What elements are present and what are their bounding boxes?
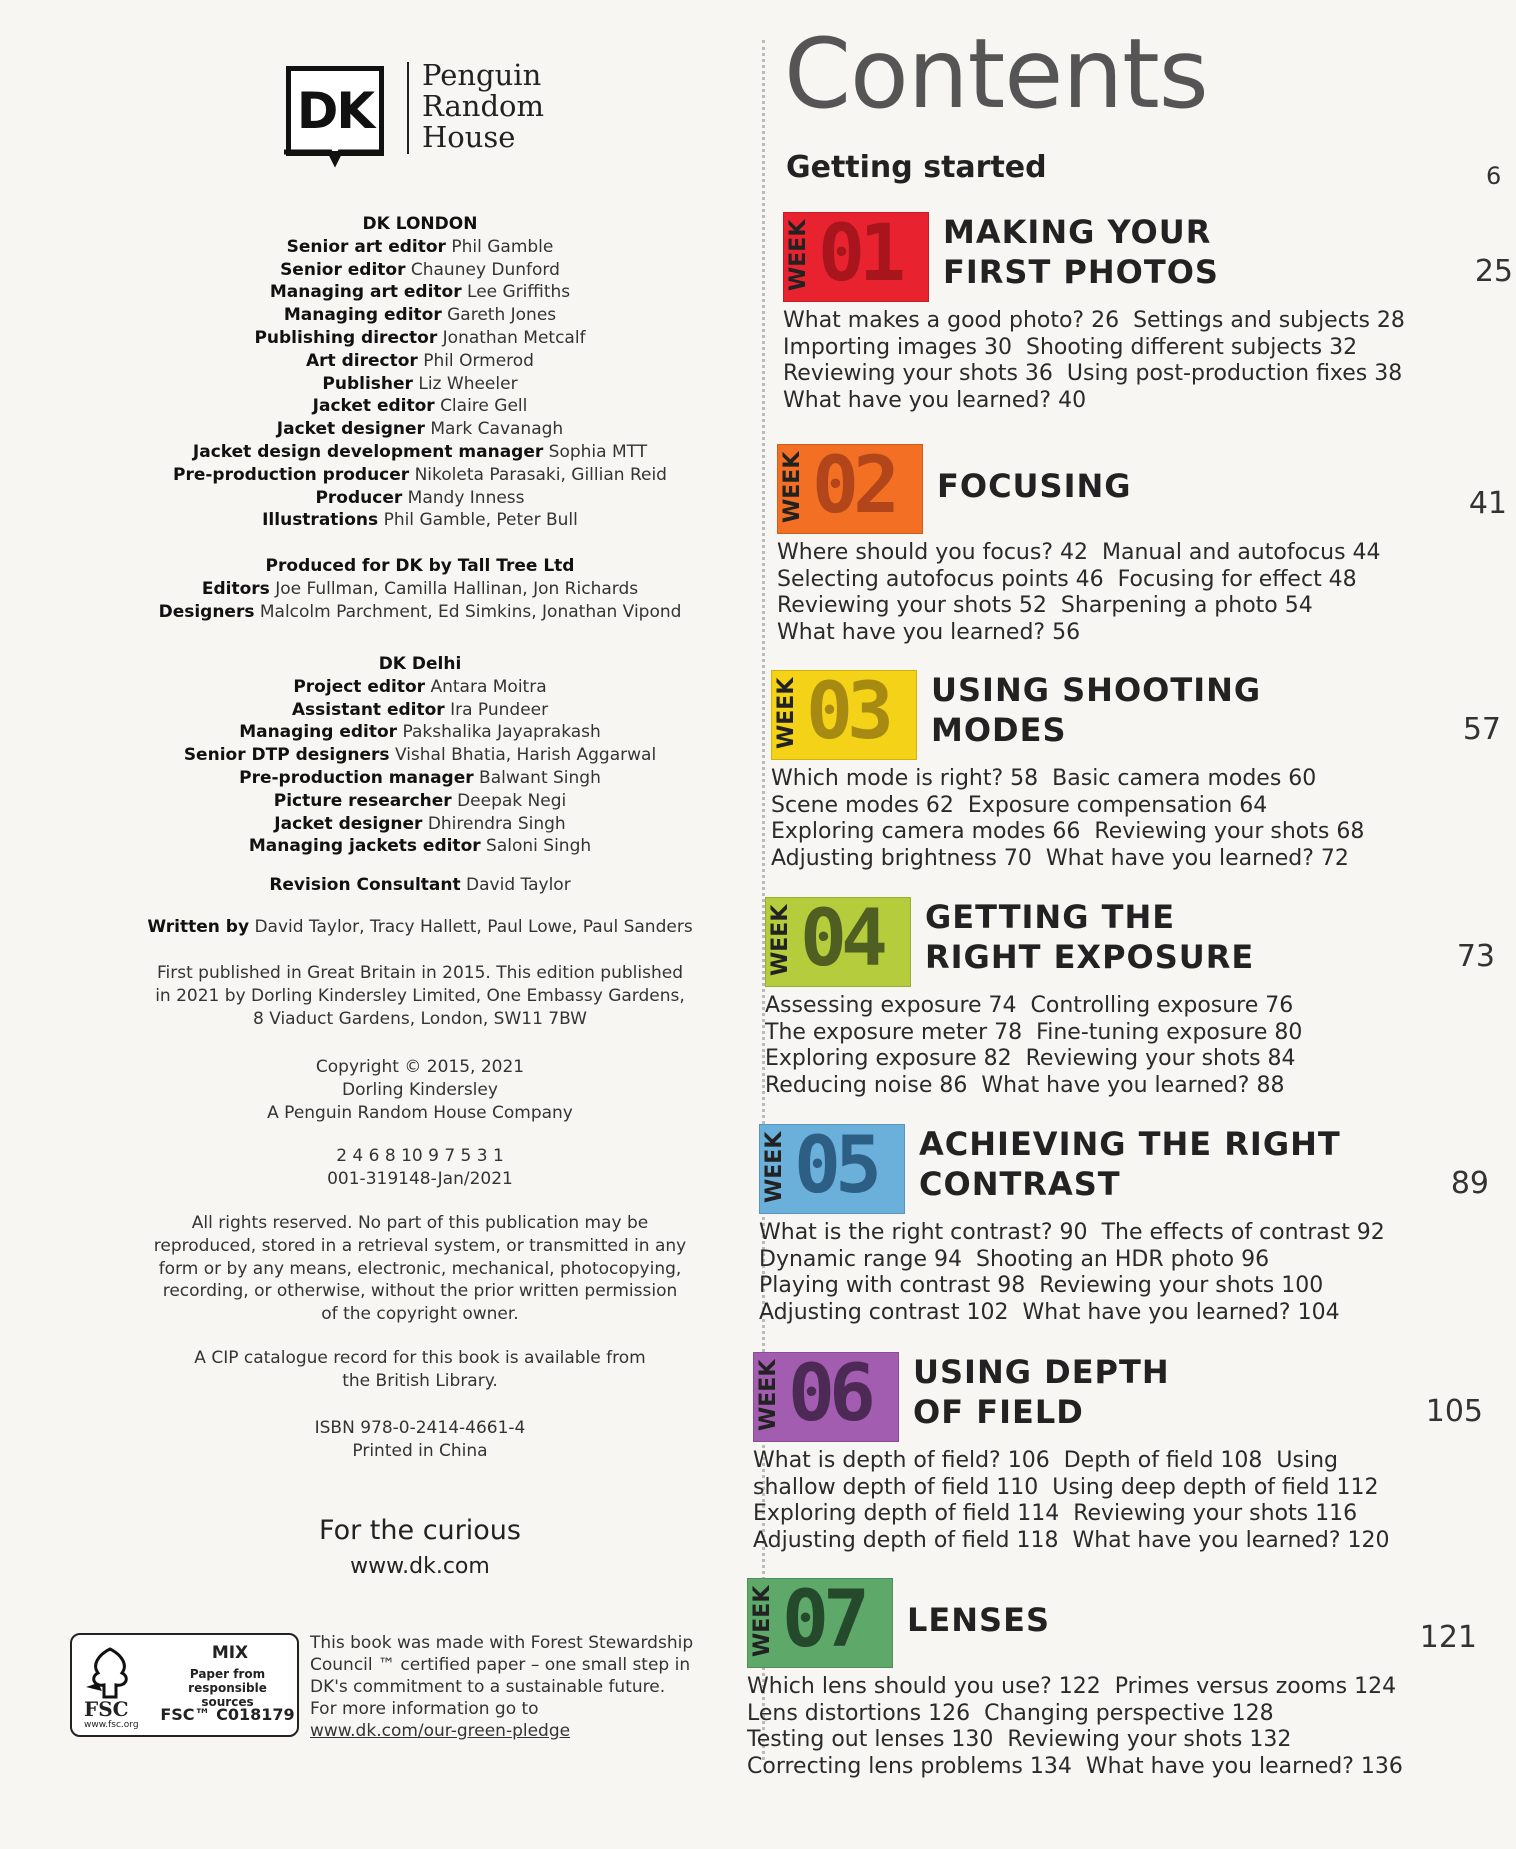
revision-credit: Revision Consultant David Taylor xyxy=(269,875,571,895)
written-by-credit: Written by David Taylor, Tracy Hallett, Paul Lowe, Paul Sanders xyxy=(147,917,693,937)
topic-line xyxy=(777,540,1437,567)
topic-line xyxy=(747,1674,1407,1701)
topic-line xyxy=(783,308,1443,335)
topic-item[interactable]: Shooting an HDR photo 96 xyxy=(975,1246,1270,1272)
topic-item[interactable]: Correcting lens problems 134 xyxy=(747,1753,1072,1779)
green-pledge-note: This book was made with Forest Stewardship Council ™ certified paper – one small step in DK's commitment to a sustainable future. For more information go to www.dk.com/our-green-pledge xyxy=(310,1633,694,1741)
credit-line: Senior art editor Phil Gamble xyxy=(286,236,554,257)
topic-item[interactable]: What have you learned? 104 xyxy=(1022,1299,1340,1325)
prh-line: Random xyxy=(422,89,544,123)
credit-line: Managing editor Gareth Jones xyxy=(283,305,557,326)
topic-line xyxy=(759,1247,1419,1274)
week-page-number: 41 xyxy=(1468,486,1507,521)
week-page-number: 57 xyxy=(1462,712,1501,747)
credit-line: Managing jackets editor Saloni Singh xyxy=(248,836,592,857)
topic-line xyxy=(777,593,1437,620)
week-badge xyxy=(771,667,917,760)
topic-line xyxy=(765,993,1425,1020)
week-title xyxy=(925,897,1254,977)
topic-item[interactable]: What have you learned? 136 xyxy=(1085,1753,1403,1779)
topic-item[interactable]: Importing images 30 xyxy=(783,334,1013,360)
fsc-label xyxy=(70,1633,299,1737)
fsc-paper: Paper from responsible sources xyxy=(188,1667,267,1709)
credit-line: Art director Phil Ormerod xyxy=(306,350,534,371)
topic-line xyxy=(753,1501,1413,1528)
week-badge xyxy=(783,209,929,302)
week-number: 05 xyxy=(794,1121,876,1211)
week-badge xyxy=(747,1575,893,1668)
topic-item[interactable]: Reducing noise 86 xyxy=(765,1072,968,1098)
topic-line xyxy=(783,361,1443,388)
week-number: 06 xyxy=(788,1349,870,1439)
week-topics xyxy=(765,993,1425,1099)
topic-item[interactable]: What is the right contrast? 90 xyxy=(759,1220,1088,1245)
contents-title: Contents xyxy=(784,18,1208,130)
dk-london-credits xyxy=(120,213,720,532)
week-topics xyxy=(753,1448,1413,1554)
week-badge xyxy=(753,1349,899,1442)
topic-item[interactable]: What have you learned? 72 xyxy=(1045,845,1349,871)
green-pledge-link[interactable]: www.dk.com/our-green-pledge xyxy=(310,1721,571,1741)
topic-item[interactable]: Reviewing your shots 36 xyxy=(783,361,1053,386)
credit-line: Publishing director Jonathan Metcalf xyxy=(254,327,586,348)
credit-line: Designers Malcolm Parchment, Ed Simkins, Jonathan Vipond xyxy=(158,601,682,622)
topic-line xyxy=(765,1046,1425,1073)
topic-line xyxy=(765,1020,1425,1047)
topic-item[interactable]: Basic camera modes 60 xyxy=(1052,766,1317,791)
dk-logo-text: DK xyxy=(286,66,384,156)
week-number: 07 xyxy=(782,1575,864,1665)
week-title-line: MAKING YOUR xyxy=(943,213,1212,251)
topic-item[interactable]: What have you learned? 120 xyxy=(1072,1527,1390,1553)
week-number: 04 xyxy=(800,894,882,984)
week-badge xyxy=(777,441,923,534)
week-entry[interactable] xyxy=(747,1575,1477,1788)
topic-item[interactable]: Exploring camera modes 66 xyxy=(771,819,1081,844)
print-codes: 2 4 6 8 10 9 7 5 3 1 001-319148-Jan/2021 xyxy=(327,1146,513,1189)
topic-line xyxy=(759,1300,1419,1327)
credit-line: Project editor Antara Moitra xyxy=(293,676,547,697)
topic-item[interactable]: Reviewing your shots 132 xyxy=(1007,1727,1292,1752)
topic-item[interactable]: Playing with contrast 98 xyxy=(759,1273,1026,1298)
week-title-line: MODES xyxy=(931,711,1067,749)
isbn-note: ISBN 978-0-2414-4661-4 Printed in China xyxy=(314,1418,526,1461)
topic-item[interactable]: Depth of field 108 xyxy=(1063,1448,1263,1473)
week-page-number: 89 xyxy=(1450,1166,1489,1201)
topic-line xyxy=(783,335,1443,362)
topic-item[interactable]: The effects of contrast 92 xyxy=(1101,1220,1385,1245)
rights-note: All rights reserved. No part of this publication may be reproduced, stored in a retrieval system, or transmitted in any form or by any means, electronic, mechanical, photocopying, recording, or otherwise, without the prior written permission of the copyright owner. xyxy=(153,1213,687,1325)
topic-item[interactable]: Adjusting contrast 102 xyxy=(759,1299,1009,1325)
prh-line: House xyxy=(422,120,516,154)
topic-line xyxy=(759,1273,1419,1300)
week-title xyxy=(943,212,1219,292)
week-title-line: OF FIELD xyxy=(913,1393,1084,1431)
credit-line: Jacket designer Dhirendra Singh xyxy=(274,813,566,834)
topic-item[interactable]: Adjusting brightness 70 xyxy=(771,845,1032,871)
credit-line: Editors Joe Fullman, Camilla Hallinan, Jon Richards xyxy=(201,578,639,599)
week-entry[interactable] xyxy=(765,894,1495,1107)
topic-item[interactable]: Changing perspective 128 xyxy=(984,1700,1274,1726)
topic-item[interactable]: Exploring exposure 82 xyxy=(765,1046,1012,1071)
week-page-number: 25 xyxy=(1474,254,1513,289)
topic-item[interactable]: Using xyxy=(1276,1448,1338,1473)
topic-item[interactable]: What is depth of field? 106 xyxy=(753,1448,1050,1473)
dk-delhi-credits xyxy=(120,653,720,858)
credit-line: Managing editor Pakshalika Jayaprakash xyxy=(239,722,601,743)
first-published-note: First published in Great Britain in 2015. This edition published in 2021 by Dorling Kindersley Limited, One Embassy Gardens, 8 Viaduct Gardens, London, SW11 7BW xyxy=(155,963,685,1029)
penguin-random-house-wordmark xyxy=(422,60,544,153)
week-title xyxy=(937,466,1132,506)
fsc-code: FSC™ C018179 xyxy=(160,1705,295,1724)
week-title xyxy=(919,1124,1341,1204)
topic-item[interactable]: Testing out lenses 130 xyxy=(747,1727,994,1752)
topic-line xyxy=(771,819,1431,846)
topic-item[interactable]: Primes versus zooms 124 xyxy=(1114,1674,1397,1699)
topic-line xyxy=(771,846,1431,873)
topic-line xyxy=(759,1220,1419,1247)
week-badge xyxy=(759,1121,905,1214)
credit-line: Pre-production producer Nikoleta Parasaki, Gillian Reid xyxy=(173,464,667,485)
topic-item[interactable]: What makes a good photo? 26 xyxy=(783,308,1120,333)
website-link[interactable]: www.dk.com xyxy=(350,1554,490,1579)
week-label: WEEK xyxy=(750,1585,775,1657)
topic-item[interactable]: Which lens should you use? 122 xyxy=(747,1674,1101,1699)
week-page-number: 121 xyxy=(1419,1620,1477,1655)
week-label: WEEK xyxy=(756,1359,781,1431)
credit-line: Jacket designer Mark Cavanagh xyxy=(276,419,564,440)
topic-line xyxy=(747,1727,1407,1754)
topic-item[interactable]: What have you learned? 56 xyxy=(777,619,1081,645)
topic-item[interactable]: Controlling exposure 76 xyxy=(1030,993,1294,1018)
topic-item[interactable]: Reviewing your shots 68 xyxy=(1094,819,1365,844)
logo-divider xyxy=(407,62,409,154)
week-topics xyxy=(777,540,1437,646)
topic-line xyxy=(777,567,1437,594)
week-entry[interactable] xyxy=(753,1349,1483,1562)
week-number: 03 xyxy=(806,667,888,757)
week-badge xyxy=(765,894,911,987)
topic-item[interactable]: Shooting different subjects 32 xyxy=(1026,334,1358,360)
topic-item[interactable]: Selecting autofocus points 46 xyxy=(777,566,1104,592)
topic-item[interactable]: What have you learned? 40 xyxy=(783,387,1087,413)
credit-line: Illustrations Phil Gamble, Peter Bull xyxy=(262,510,578,531)
topic-item[interactable]: shallow depth of field 110 xyxy=(753,1474,1039,1500)
topic-item[interactable]: Adjusting depth of field 118 xyxy=(753,1527,1059,1553)
week-title-line: ACHIEVING THE RIGHT xyxy=(919,1125,1341,1163)
week-topics xyxy=(771,766,1431,872)
week-entry[interactable] xyxy=(783,209,1513,422)
topic-line xyxy=(765,1073,1425,1100)
topic-item[interactable]: Focusing for effect 48 xyxy=(1117,566,1357,592)
fsc-url: www.fsc.org xyxy=(84,1720,139,1730)
getting-started-page: 6 xyxy=(1486,162,1502,190)
section-heading: DK LONDON xyxy=(362,214,478,234)
credit-line: Picture researcher Deepak Negi xyxy=(273,790,567,811)
credit-line: Senior editor Chauney Dunford xyxy=(280,259,560,280)
week-label: WEEK xyxy=(786,219,811,291)
topic-item[interactable]: Reviewing your shots 84 xyxy=(1025,1046,1296,1071)
fsc-mix: MIX xyxy=(211,1643,249,1663)
week-title-line: FOCUSING xyxy=(937,467,1132,505)
topic-line xyxy=(771,766,1431,793)
topic-line xyxy=(777,620,1437,647)
tall-tree-credits xyxy=(120,555,720,623)
dk-book-icon xyxy=(280,66,390,162)
prh-line: Penguin xyxy=(422,58,542,92)
getting-started-label: Getting started xyxy=(786,150,1047,185)
section-heading: DK Delhi xyxy=(378,654,462,674)
week-label: WEEK xyxy=(780,451,805,523)
week-entry[interactable] xyxy=(759,1121,1489,1334)
week-topics xyxy=(759,1220,1419,1326)
topic-item[interactable]: Fine-tuning exposure 80 xyxy=(1036,1019,1303,1045)
week-number: 01 xyxy=(818,209,900,299)
cip-note: A CIP catalogue record for this book is available from the British Library. xyxy=(194,1348,646,1391)
topic-item[interactable]: Lens distortions 126 xyxy=(747,1700,971,1726)
topic-item[interactable]: Reviewing your shots 52 xyxy=(777,593,1047,618)
topic-line xyxy=(753,1448,1413,1475)
topic-item[interactable]: Exploring depth of field 114 xyxy=(753,1501,1060,1526)
topic-item[interactable]: Assessing exposure 74 xyxy=(765,993,1017,1018)
credit-line: Pre-production manager Balwant Singh xyxy=(239,767,601,788)
topic-item[interactable]: Where should you focus? 42 xyxy=(777,540,1088,565)
topic-item[interactable]: Scene modes 62 xyxy=(771,792,954,818)
credit-line: Managing art editor Lee Griffiths xyxy=(269,282,571,303)
topic-item[interactable]: What have you learned? 88 xyxy=(981,1072,1285,1098)
week-title xyxy=(907,1600,1050,1640)
copyright-note: Copyright © 2015, 2021 Dorling Kindersley A Penguin Random House Company xyxy=(267,1057,573,1123)
topic-item[interactable]: Settings and subjects 28 xyxy=(1133,308,1405,333)
topic-item[interactable]: The exposure meter 78 xyxy=(765,1019,1023,1045)
topic-item[interactable]: Sharpening a photo 54 xyxy=(1060,593,1313,618)
topic-line xyxy=(747,1754,1407,1781)
publisher-logo xyxy=(280,58,600,168)
week-entry[interactable] xyxy=(777,441,1507,654)
topic-item[interactable]: Using deep depth of field 112 xyxy=(1052,1474,1379,1500)
week-topics xyxy=(747,1674,1407,1780)
week-title-line: USING DEPTH xyxy=(913,1353,1170,1391)
topic-line xyxy=(753,1528,1413,1555)
credit-line: Jacket editor Claire Gell xyxy=(312,396,528,417)
week-page-number: 73 xyxy=(1456,939,1495,974)
week-title-line: CONTRAST xyxy=(919,1165,1121,1203)
topic-line xyxy=(783,388,1443,415)
credit-line: Jacket design development manager Sophia MTT xyxy=(192,441,648,462)
fsc-mark: FSC xyxy=(84,1697,129,1721)
week-title xyxy=(931,670,1261,750)
topic-line xyxy=(771,793,1431,820)
week-label: WEEK xyxy=(768,904,793,976)
topic-line xyxy=(753,1475,1413,1502)
week-number: 02 xyxy=(812,441,894,531)
credit-line: Publisher Liz Wheeler xyxy=(322,373,518,394)
topic-item[interactable]: Which mode is right? 58 xyxy=(771,766,1039,791)
week-entry[interactable] xyxy=(771,667,1501,880)
week-title-line: GETTING THE xyxy=(925,898,1176,936)
week-title-line: USING SHOOTING xyxy=(931,671,1262,709)
fsc-tree-icon xyxy=(80,1643,140,1703)
tagline: For the curious xyxy=(319,1515,521,1546)
topic-item[interactable]: Manual and autofocus 44 xyxy=(1102,540,1381,565)
topic-item[interactable]: Using post-production fixes 38 xyxy=(1066,361,1403,386)
week-label: WEEK xyxy=(762,1131,787,1203)
topic-item[interactable]: Reviewing your shots 100 xyxy=(1039,1273,1324,1298)
credit-line: Assistant editor Ira Pundeer xyxy=(291,699,549,720)
imprint-column xyxy=(84,50,720,1830)
week-title xyxy=(913,1352,1170,1432)
week-label: WEEK xyxy=(774,677,799,749)
week-title-line: FIRST PHOTOS xyxy=(943,253,1219,291)
credit-line: Senior DTP designers Vishal Bhatia, Harish Aggarwal xyxy=(183,745,657,766)
topic-item[interactable]: Reviewing your shots 116 xyxy=(1073,1501,1358,1526)
week-title-line: LENSES xyxy=(907,1601,1050,1639)
week-topics xyxy=(783,308,1443,414)
section-heading: Produced for DK by Tall Tree Ltd xyxy=(265,556,575,576)
week-page-number: 105 xyxy=(1425,1394,1483,1429)
topic-item[interactable]: Dynamic range 94 xyxy=(759,1246,962,1272)
topic-line xyxy=(747,1701,1407,1728)
week-title-line: RIGHT EXPOSURE xyxy=(925,938,1255,976)
credit-line: Producer Mandy Inness xyxy=(315,487,525,508)
topic-item[interactable]: Exposure compensation 64 xyxy=(967,792,1268,818)
